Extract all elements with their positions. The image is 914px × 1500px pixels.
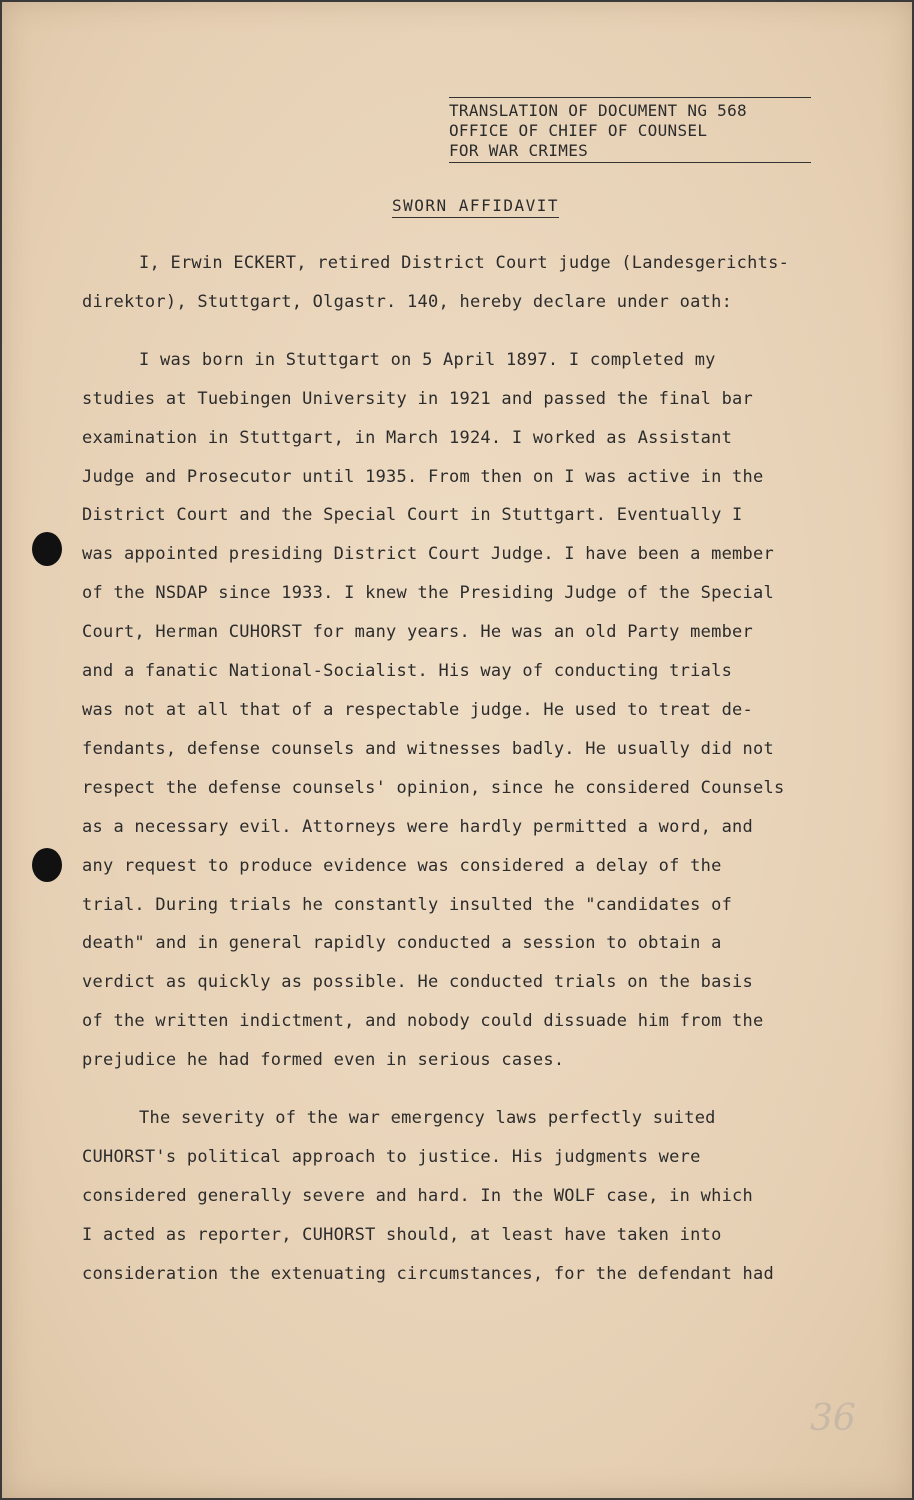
punch-hole-bottom <box>32 848 62 882</box>
text-line: verdict as quickly as possible. He conducted trials on the basis <box>82 972 754 993</box>
text-line: trial. During trials he constantly insulted the "candidates of <box>82 894 733 915</box>
text-line: I, Erwin ECKERT, retired District Court judge (Landesgerichts- <box>139 253 790 273</box>
punch-hole-top <box>32 532 62 566</box>
text-line: The severity of the war emergency laws perfectly suited <box>139 1108 716 1129</box>
text-line: I was born in Stuttgart on 5 April 1897. I completed my <box>139 349 716 370</box>
text-line: fendants, defense counsels and witnesses badly. He usually did not <box>82 738 775 759</box>
header-line-1: TRANSLATION OF DOCUMENT NG 568 <box>449 101 747 120</box>
text-line: of the NSDAP since 1933. I knew the Presiding Judge of the Special <box>82 583 775 604</box>
text-line: District Court and the Special Court in Stuttgart. Eventually I <box>82 505 743 526</box>
text-line: prejudice he had formed even in serious cases. <box>82 1050 565 1071</box>
text-line: death" and in general rapidly conducted a session to obtain a <box>82 933 722 954</box>
document-title: SWORN AFFIDAVIT <box>392 196 559 218</box>
header-line-3: FOR WAR CRIMES <box>449 141 811 163</box>
text-line: of the written indictment, and nobody could dissuade him from the <box>82 1011 764 1032</box>
text-line: consideration the extenuating circumstances, for the defendant had <box>82 1263 775 1284</box>
text-line: any request to produce evidence was considered a delay of the <box>82 855 722 876</box>
text-line: Judge and Prosecutor until 1935. From then on I was active in the <box>82 466 764 487</box>
text-line: examination in Stuttgart, in March 1924. I worked as Assistant <box>82 427 733 448</box>
text-line: direktor), Stuttgart, Olgastr. 140, hereby declare under oath: <box>82 291 733 312</box>
text-line: was not at all that of a respectable judge. He used to treat de- <box>82 699 754 720</box>
document-header <box>449 97 811 163</box>
text-line: CUHORST's political approach to justice. His judgments were <box>82 1146 701 1167</box>
text-line: as a necessary evil. Attorneys were hardly permitted a word, and <box>82 816 754 837</box>
text-line: and a fanatic National-Socialist. His way of conducting trials <box>82 661 733 682</box>
affidavit-body <box>82 244 862 1294</box>
page-number: 36 <box>810 1398 856 1439</box>
text-line: was appointed presiding District Court Judge. I have been a member <box>82 544 775 565</box>
header-line-2: OFFICE OF CHIEF OF COUNSEL <box>449 121 708 140</box>
text-line: Court, Herman CUHORST for many years. He was an old Party member <box>82 622 754 643</box>
text-line: studies at Tuebingen University in 1921 and passed the final bar <box>82 388 754 409</box>
text-line: respect the defense counsels' opinion, since he considered Counsels <box>82 777 785 798</box>
text-line: considered generally severe and hard. In the WOLF case, in which <box>82 1185 754 1206</box>
text-line: I acted as reporter, CUHORST should, at least have taken into <box>82 1224 722 1245</box>
